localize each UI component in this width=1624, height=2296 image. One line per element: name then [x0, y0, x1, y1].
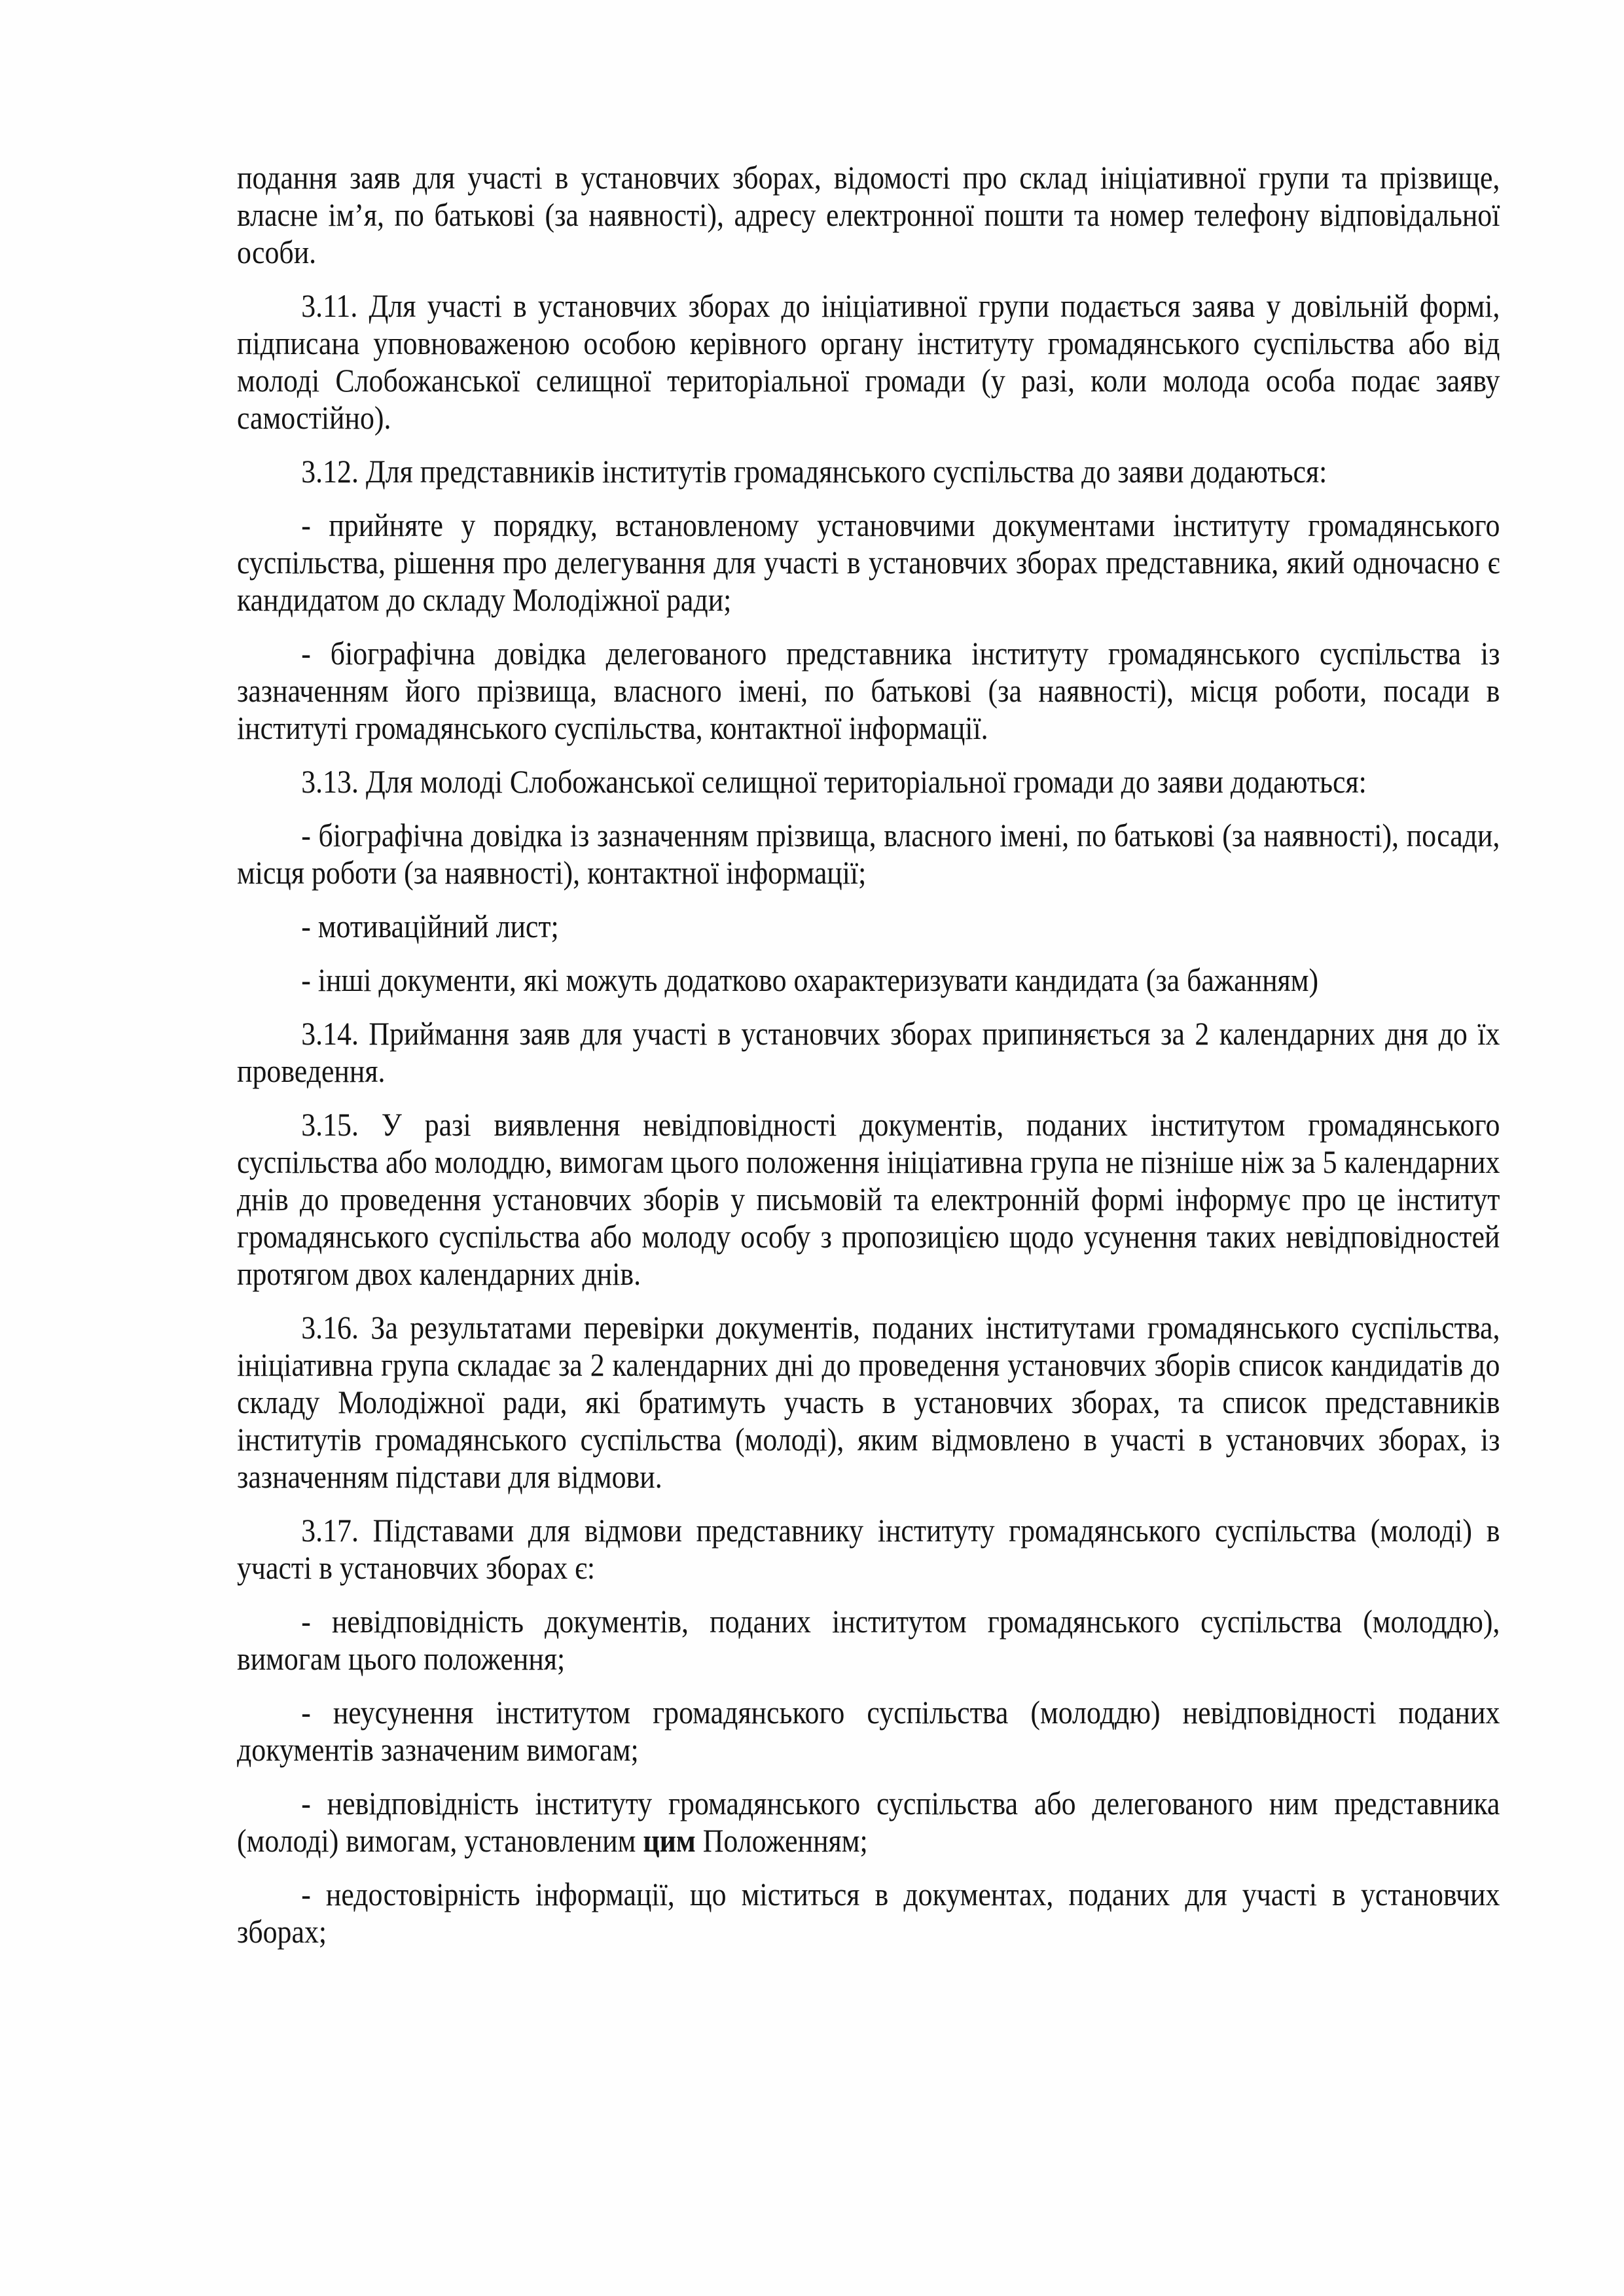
bullet-bio-reference-delegate: - біографічна довідка делегованого представника інституту громадянського суспільства із зазначенням його прізвища, власного імені, по батькові (за наявності), місця роботи, посади в інституті громадянського суспільства, контактної інформації. [237, 635, 1500, 746]
bullet-motivation-letter: - мотиваційний лист; [301, 908, 559, 944]
paragraph-intro-continuation: подання заяв для участі в установчих зборах, відомості про склад ініціативної групи та прізвище, власне ім’я, по батькові (за наявності), адресу електронної пошти та номер телефону відповідальної особи. [237, 159, 1500, 270]
bullet-other-documents: - інші документи, які можуть додатково охарактеризувати кандидата (за бажанням) [301, 961, 1319, 998]
bullet-false-information: - недостовірність інформації, що міститься в документах, поданих для участі в установчих зборах; [237, 1876, 1500, 1950]
paragraph-3-14: 3.14. Приймання заяв для участі в установчих зборах припиняється за 2 календарних дня до їх проведення. [237, 1015, 1500, 1089]
paragraph-3-17: 3.17. Підставами для відмови представнику інституту громадянського суспільства (молоді) в участі в установчих зборах є: [237, 1512, 1500, 1586]
paragraph-3-16: 3.16. За результатами перевірки документів, поданих інститутами громадянського суспільства, ініціативна група складає за 2 календарних дні до проведення установчих зборів список кандидатів до складу Молодіжної ради, які братимуть участь в установчих зборах, та список представників інститутів громадянського суспільства (молоді), яким відмовлено в участі в установчих зборах, із зазначенням підстави для відмови. [237, 1309, 1500, 1495]
document-body [237, 159, 1500, 1967]
paragraph-3-12: 3.12. Для представників інститутів громадянського суспільства до заяви додаються: [301, 453, 1327, 490]
bullet-bio-reference-youth: - біографічна довідка із зазначенням прізвища, власного імені, по батькові (за наявності), посади, місця роботи (за наявності), контактної інформації; [237, 817, 1500, 891]
paragraph-3-13: 3.13. Для молоді Слобожанської селищної територіальної громади до заяви додаються: [301, 763, 1367, 800]
bullet-institute-non-compliance-bold-word: цим [643, 1822, 696, 1859]
bullet-institute-non-compliance [237, 1785, 1500, 1859]
bullet-institute-non-compliance-start: - невідповідність інституту громадянського суспільства або делегованого ним представника (молоді) вимогам, установленим [237, 1785, 1500, 1859]
bullet-docs-non-compliance: - невідповідність документів, поданих інститутом громадянського суспільства (молоддю), вимогам цього положення; [237, 1603, 1500, 1677]
paragraph-3-11: 3.11. Для участі в установчих зборах до ініціативної групи подається заява у довільній формі, підписана уповноваженою особою керівного органу інституту громадянського суспільства або від молоді Слобожанської селищної територіальної громади (у разі, коли молода особа подає заяву самостійно). [237, 287, 1500, 436]
bullet-non-remedy-of-deficiencies: - неусунення інститутом громадянського суспільства (молоддю) невідповідності поданих документів зазначеним вимогам; [237, 1694, 1500, 1768]
paragraph-3-15: 3.15. У разі виявлення невідповідності документів, поданих інститутом громадянського суспільства або молоддю, вимогам цього положення ініціативна група не пізніше ніж за 5 календарних днів до проведення установчих зборів у письмовій та електронній формі інформує про це інститут громадянського суспільства або молоду особу з пропозицією щодо усунення таких невідповідностей протягом двох календарних днів. [237, 1106, 1500, 1292]
bullet-institute-non-compliance-end: Положенням; [695, 1822, 868, 1859]
bullet-delegation-decision: - прийняте у порядку, встановленому установчими документами інституту громадянського суспільства, рішення про делегування для участі в установчих зборах представника, який одночасно є кандидатом до складу Молодіжної ради; [237, 507, 1500, 618]
